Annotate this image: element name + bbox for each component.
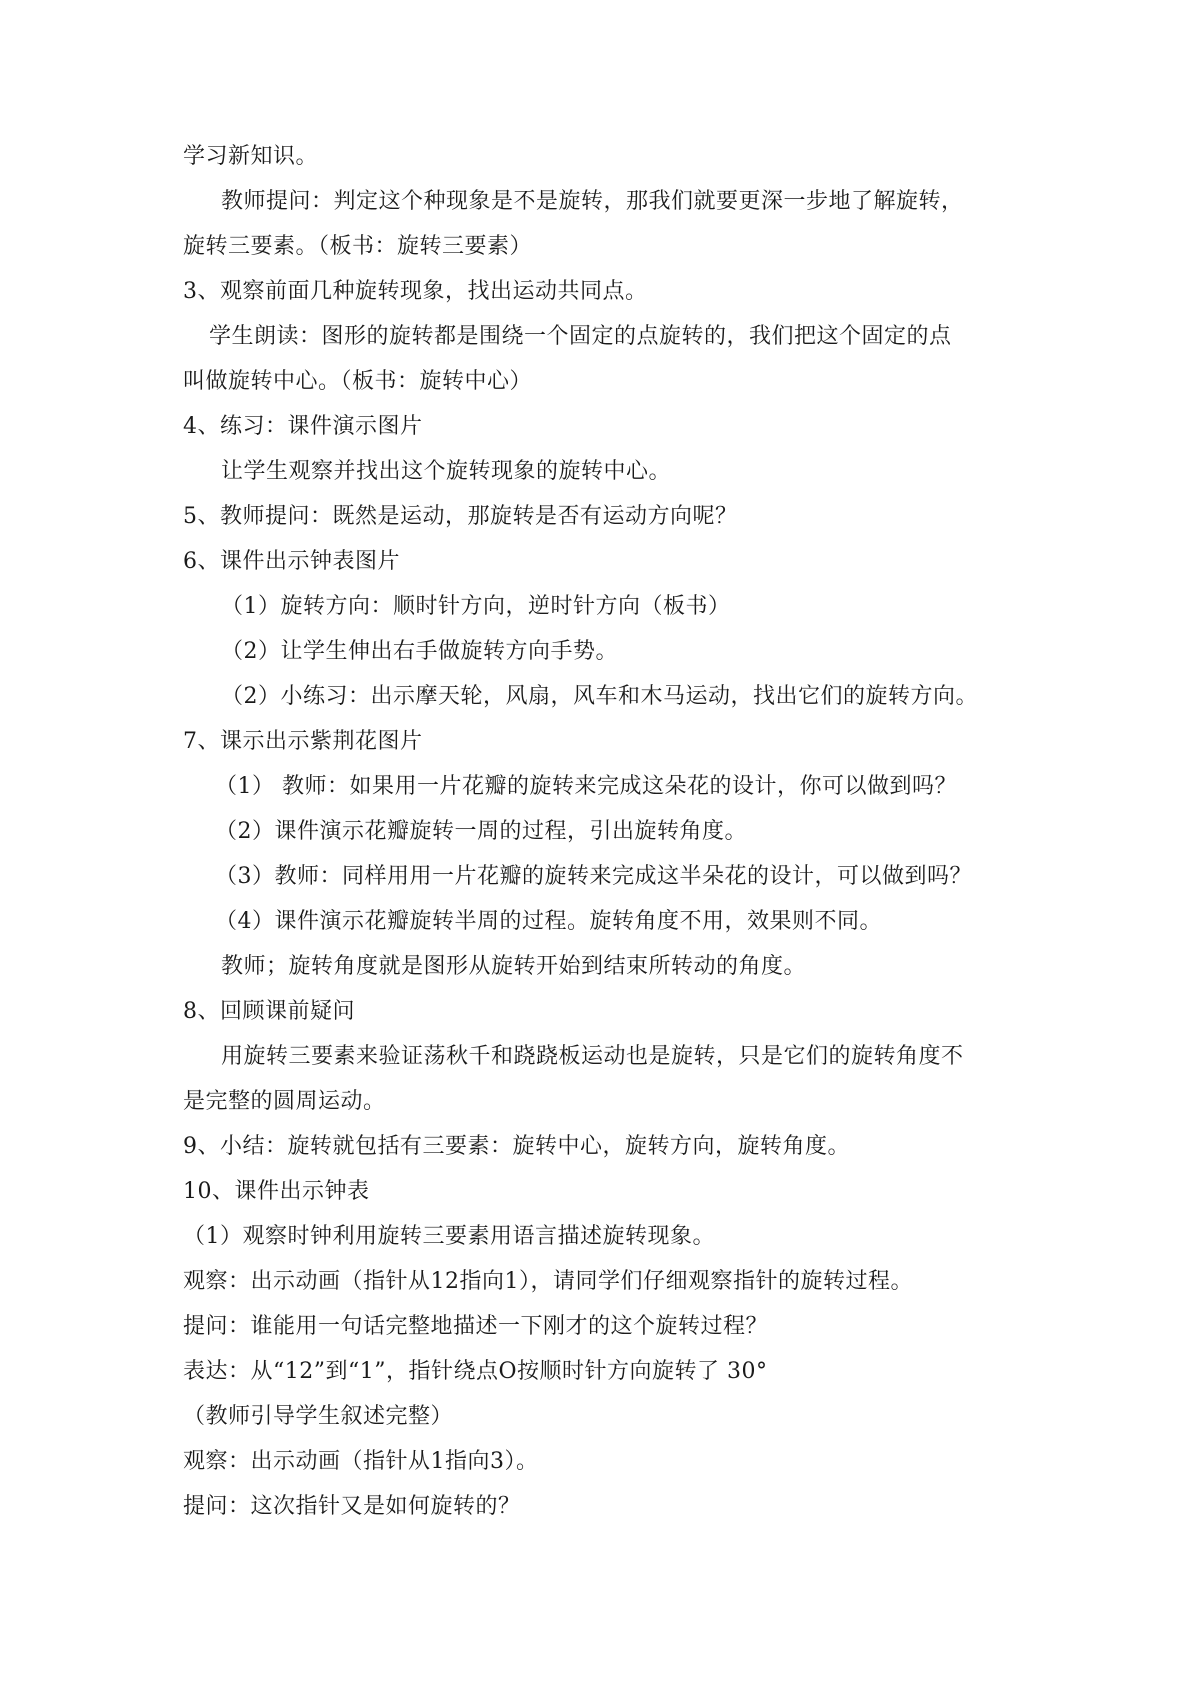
text-line: 旋转三要素。（板书：旋转三要素） [183,234,533,259]
text-line: 学生朗读：图形的旋转都是围绕一个固定的点旋转的，我们把这个固定的点 [209,324,952,349]
text-line: 4、练习：课件演示图片 [183,414,423,439]
text-line: 5、教师提问：既然是运动，那旋转是否有运动方向呢？ [183,504,738,529]
text-line: （1）旋转方向：顺时针方向，逆时针方向（板书） [221,594,731,619]
text-line: （1）观察时钟利用旋转三要素用语言描述旋转现象。 [183,1224,715,1249]
text-line: 9、小结：旋转就包括有三要素：旋转中心，旋转方向，旋转角度。 [183,1134,850,1159]
text-line: （2）小练习：出示摩天轮，风扇，风车和木马运动，找出它们的旋转方向。 [221,684,978,709]
text-line: 10、课件出示钟表 [183,1179,370,1204]
text-line: 让学生观察并找出这个旋转现象的旋转中心。 [221,459,672,484]
text-line: 叫做旋转中心。（板书：旋转中心） [183,369,533,394]
text-line: 用旋转三要素来验证荡秋千和跷跷板运动也是旋转，只是它们的旋转角度不 [221,1044,964,1069]
text-line: （2）课件演示花瓣旋转一周的过程，引出旋转角度。 [215,819,747,844]
text-line: （3）教师：同样用用一片花瓣的旋转来完成这半朵花的设计，可以做到吗？ [215,864,972,889]
text-line: 是完整的圆周运动。 [183,1089,386,1114]
text-line: 7、课示出示紫荆花图片 [183,729,423,754]
text-line: 教师；旋转角度就是图形从旋转开始到结束所转动的角度。 [221,954,807,979]
text-line: （教师引导学生叙述完整） [183,1404,454,1429]
text-line: 提问：谁能用一句话完整地描述一下刚才的这个旋转过程？ [183,1314,769,1339]
text-line: 3、观察前面几种旋转现象，找出运动共同点。 [183,279,648,304]
text-line: 表达：从“12”到“1”，指针绕点O按顺时针方向旋转了 30° [183,1359,768,1384]
text-line: （2）让学生伸出右手做旋转方向手势。 [221,639,618,664]
text-line: 提问：这次指针又是如何旋转的？ [183,1494,521,1519]
text-line: 学习新知识。 [183,144,319,169]
text-line: 6、课件出示钟表图片 [183,549,400,574]
text-line: （1） 教师：如果用一片花瓣的旋转来完成这朵花的设计，你可以做到吗？ [215,774,957,799]
text-line: 教师提问：判定这个种现象是不是旋转，那我们就要更深一步地了解旋转， [221,189,964,214]
text-line: （4）课件演示花瓣旋转半周的过程。旋转角度不用，效果则不同。 [215,909,882,934]
text-line: 观察：出示动画（指针从1指向3）。 [183,1449,539,1474]
text-line: 观察：出示动画（指针从12指向1），请同学们仔细观察指针的旋转过程。 [183,1269,913,1294]
text-line: 8、回顾课前疑问 [183,999,355,1024]
